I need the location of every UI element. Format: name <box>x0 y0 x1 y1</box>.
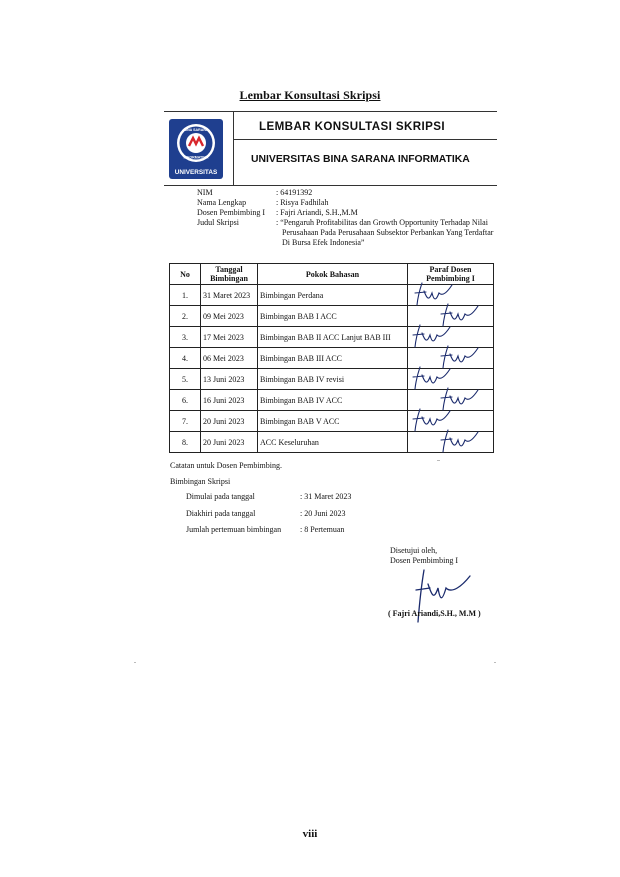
notes <box>170 461 282 487</box>
advisor-value: : Fajri Ariandi, S.H.,M.M <box>276 208 358 217</box>
advisor-label: Dosen Pembimbing I <box>197 208 265 217</box>
nim-value: : 64191392 <box>276 188 313 197</box>
thesis-title-line: Perusahaan Pada Perusahaan Subsektor Perbankan Yang Terdaftar <box>282 228 494 237</box>
end-date-value: : 20 Juni 2023 <box>300 508 346 518</box>
name-value: : Risya Fadhilah <box>276 198 329 207</box>
row-number: 7. <box>170 411 201 432</box>
row-topic: Bimbingan BAB V ACC <box>258 411 408 432</box>
row-topic: Bimbingan BAB IV revisi <box>258 369 408 390</box>
notes-line: Catatan untuk Dosen Pembimbing. <box>170 461 282 470</box>
start-date-value: : 31 Maret 2023 <box>300 492 352 501</box>
row-number: 8. <box>170 432 201 453</box>
row-number: 2. <box>170 306 201 327</box>
notes-line: Bimbingan Skripsi <box>170 477 231 486</box>
thesis-title-line: Di Bursa Efek Indonesia” <box>282 238 365 247</box>
column-header-date: Tanggal Bimbingan <box>201 264 258 285</box>
row-topic: Bimbingan BAB II ACC Lanjut BAB III <box>258 327 408 348</box>
row-date: 13 Juni 2023 <box>201 369 258 390</box>
consultation-form <box>160 108 505 618</box>
thesis-title-line: : “Pengaruh Profitabilitas dan Growth Opportunity Terhadap Nilai <box>276 218 488 227</box>
start-date-label: Dimulai pada tanggal <box>186 492 255 501</box>
signature-mark <box>438 428 480 454</box>
row-date: 20 Juni 2023 <box>201 411 258 432</box>
form-title: LEMBAR KONSULTASI SKRIPSI <box>259 120 446 133</box>
row-topic: Bimbingan BAB I ACC <box>258 306 408 327</box>
row-date: 16 Juni 2023 <box>201 390 258 411</box>
end-date-label: Diakhiri pada tanggal <box>186 508 256 518</box>
meeting-count-value: : 8 Pertemuan <box>300 525 345 534</box>
row-topic: Bimbingan BAB IV ACC <box>258 390 408 411</box>
header-divider <box>233 139 497 140</box>
university-name: UNIVERSITAS BINA SARANA INFORMATIKA <box>251 154 470 165</box>
approval-line: Disetujui oleh, <box>390 546 438 555</box>
row-date: 20 Juni 2023 <box>201 432 258 453</box>
approver-name: ( Fajri Ariandi,S.H., M.M ) <box>388 609 481 618</box>
column-header-no: No <box>170 264 201 285</box>
row-date: 31 Maret 2023 <box>201 285 258 306</box>
row-topic: Bimbingan BAB III ACC <box>258 348 408 369</box>
row-date: 06 Mei 2023 <box>201 348 258 369</box>
row-date: 09 Mei 2023 <box>201 306 258 327</box>
meeting-count-label: Jumlah pertemuan bimbingan <box>186 525 282 534</box>
scan-speck <box>494 662 496 663</box>
approval-block <box>390 546 458 566</box>
row-topic: ACC Keseluruhan <box>258 432 408 453</box>
logo-text-bottom: UNIVERSITAS <box>174 169 218 176</box>
nim-label: NIM <box>197 188 213 197</box>
page-title: Lembar Konsultasi Skripsi <box>239 88 381 102</box>
name-label: Nama Lengkap <box>197 198 247 207</box>
row-date: 17 Mei 2023 <box>201 327 258 348</box>
scan-speck <box>134 662 136 663</box>
row-topic: Bimbingan Perdana <box>258 285 408 306</box>
header-divider <box>233 112 234 185</box>
approval-line: Dosen Pembimbing I <box>390 556 458 565</box>
column-header-signature: Paraf Dosen Pembimbing I <box>408 264 494 285</box>
page-number: viii <box>302 828 318 840</box>
column-header-topic: Pokok Bahasan <box>258 264 408 285</box>
row-number: 5. <box>170 369 201 390</box>
thesis-label: Judul Skripsi <box>197 218 240 227</box>
logo-text-top: BINA SARANA <box>183 128 209 132</box>
university-logo <box>169 119 223 179</box>
scan-speck <box>437 460 440 461</box>
row-number: 4. <box>170 348 201 369</box>
table-row <box>170 432 494 453</box>
row-number: 6. <box>170 390 201 411</box>
logo-text-mid: INFORMATIKA <box>183 155 209 160</box>
row-signature-cell <box>408 432 494 453</box>
row-number: 1. <box>170 285 201 306</box>
row-number: 3. <box>170 327 201 348</box>
form-header <box>164 111 497 186</box>
consultation-table <box>169 263 494 453</box>
